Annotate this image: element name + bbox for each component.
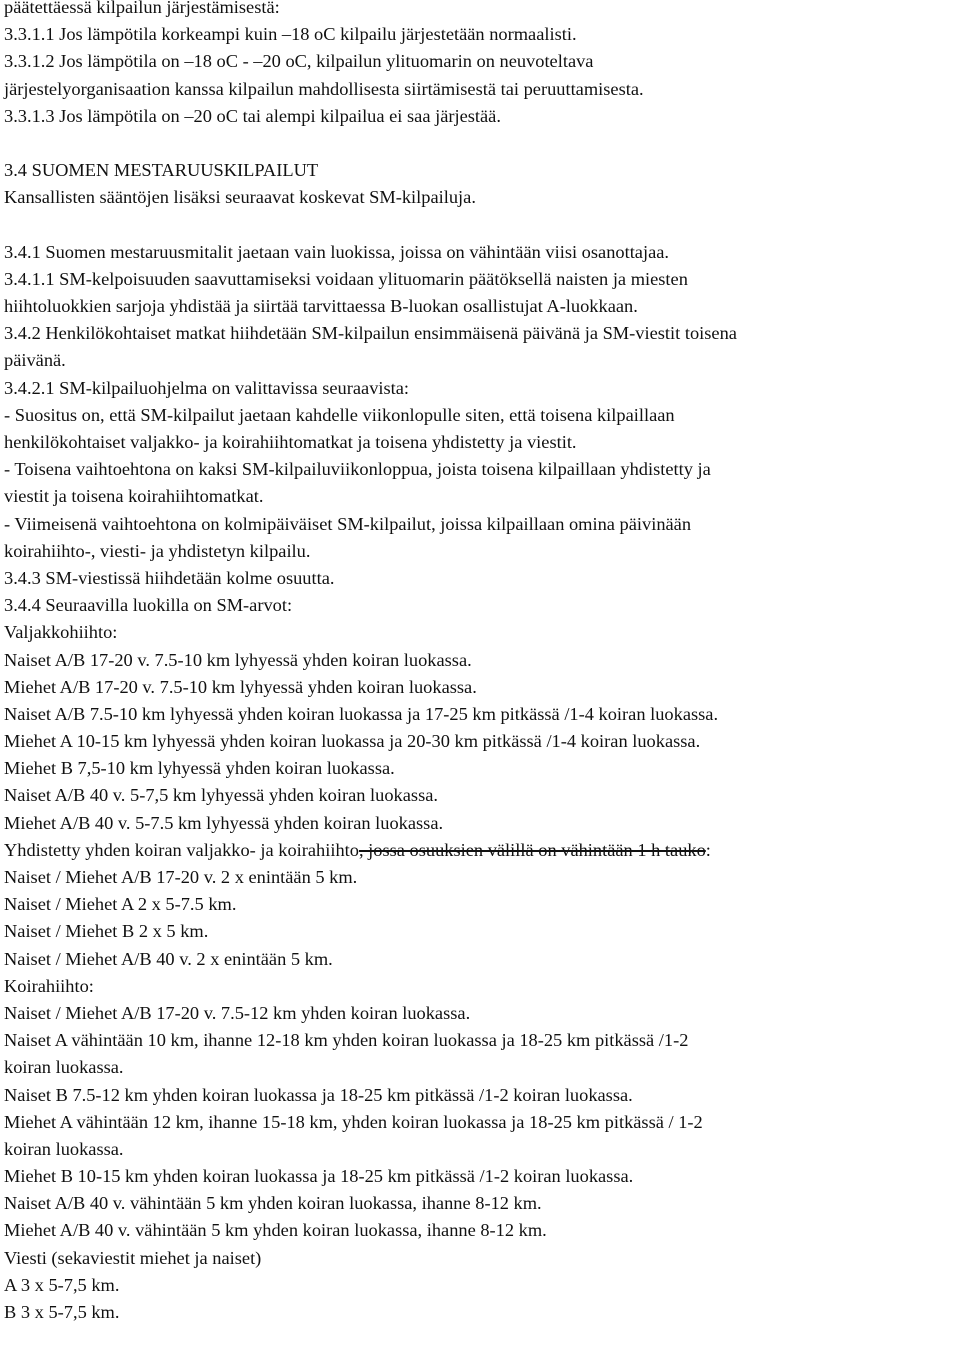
- spacer: [4, 130, 956, 157]
- list-item: Miehet A/B 17-20 v. 7.5-10 km lyhyessä yhden koiran luokassa.: [4, 676, 477, 697]
- paragraph-intro-line: päätettäessä kilpailun järjestämisestä:: [4, 0, 280, 17]
- list-item: B 3 x 5-7,5 km.: [4, 1302, 120, 1322]
- rule-3-3-1-3: 3.3.1.3 Jos lämpötila on –20 oC tai alempi kilpailua ei saa järjestää.: [4, 105, 501, 126]
- section-intro: Kansallisten sääntöjen lisäksi seuraavat koskevat SM-kilpailuja.: [4, 187, 476, 208]
- struck-through-text: , jossa osuuksien välillä on vähintään 1 h tauko: [358, 839, 706, 860]
- rule-3-4-2-cont: päivänä.: [4, 350, 66, 371]
- list-item: Miehet A/B 40 v. 5-7.5 km lyhyessä yhden koiran luokassa.: [4, 812, 444, 833]
- list-item-cont: koiran luokassa.: [4, 1138, 124, 1159]
- document-page: [4, 0, 956, 1326]
- rule-3-3-1-2: 3.3.1.2 Jos lämpötila on –18 oC - –20 oC, kilpailun ylituomarin on neuvoteltava: [4, 51, 594, 72]
- list-item: Naiset / Miehet B 2 x 5 km.: [4, 921, 209, 942]
- list-item: A 3 x 5-7,5 km.: [4, 1274, 120, 1295]
- list-item: Naiset A/B 7.5-10 km lyhyessä yhden koiran luokassa ja 17-25 km pitkässä /1-4 koiran luokassa.: [4, 703, 719, 724]
- list-item: Miehet B 10-15 km yhden koiran luokassa ja 18-25 km pitkässä /1-2 koiran luokassa.: [4, 1166, 634, 1187]
- option-2-cont: viestit ja toisena koirahiihtomatkat.: [4, 486, 264, 507]
- list-item: Miehet B 7,5-10 km lyhyessä yhden koiran luokassa.: [4, 758, 395, 779]
- rule-3-3-1-2-cont: järjestelyorganisaation kanssa kilpailun mahdollisesta siirtämisestä tai peruuttamisesta.: [4, 78, 644, 99]
- list-item: Naiset A/B 40 v. vähintään 5 km yhden koiran luokassa, ihanne 8-12 km.: [4, 1193, 542, 1214]
- list-item: Naiset A/B 17-20 v. 7.5-10 km lyhyessä yhden koiran luokassa.: [4, 649, 472, 670]
- list-item: Naiset / Miehet A/B 17-20 v. 2 x enintään 5 km.: [4, 867, 358, 887]
- list-item: Miehet A/B 40 v. vähintään 5 km yhden koiran luokassa, ihanne 8-12 km.: [4, 1220, 547, 1241]
- option-1: - Suositus on, että SM-kilpailut jaetaan kahdelle viikonlopulle siten, että toisena kilpaillaan: [4, 404, 675, 425]
- option-2: - Toisena vaihtoehtona on kaksi SM-kilpailuviikonloppua, joista toisena kilpaillaan yhdistetty ja: [4, 459, 711, 480]
- rule-3-4-1-1: 3.4.1.1 SM-kelpoisuuden saavuttamiseksi voidaan ylituomarin päätöksellä naisten ja miesten: [4, 268, 688, 289]
- rule-3-4-1-1-cont: hiihtoluokkien sarjoja yhdistää ja siirtää tarvittaessa B-luokan osallistujat A-luokkaan.: [4, 296, 638, 317]
- list-item-cont: koiran luokassa.: [4, 1057, 124, 1078]
- list-item: Naiset B 7.5-12 km yhden koiran luokassa ja 18-25 km pitkässä /1-2 koiran luokassa.: [4, 1084, 633, 1105]
- category-heading-yhdistetty: [4, 837, 956, 864]
- option-3: - Viimeisenä vaihtoehtona on kolmipäiväiset SM-kilpailut, joissa kilpaillaan omina päivinään: [4, 513, 692, 534]
- list-item: Naiset / Miehet A 2 x 5-7.5 km.: [4, 894, 237, 915]
- rule-3-4-3: 3.4.3 SM-viestissä hiihdetään kolme osuutta.: [4, 567, 335, 588]
- spacer: [4, 212, 956, 239]
- category-heading-viesti: Viesti (sekaviestit miehet ja naiset): [4, 1247, 262, 1268]
- list-item: Naiset A/B 40 v. 5-7,5 km lyhyessä yhden koiran luokassa.: [4, 785, 438, 806]
- option-3-cont: koirahiihto-, viesti- ja yhdistetyn kilpailu.: [4, 540, 311, 561]
- category-heading-koirahiihto: Koirahiihto:: [4, 975, 94, 996]
- rule-3-4-4: 3.4.4 Seuraavilla luokilla on SM-arvot:: [4, 595, 293, 616]
- heading-colon: :: [705, 839, 711, 860]
- rule-3-4-2-1: 3.4.2.1 SM-kilpailuohjelma on valittavissa seuraavista:: [4, 377, 410, 398]
- category-heading-valjakkohiihto: Valjakkohiihto:: [4, 622, 118, 643]
- rule-3-3-1-1: 3.3.1.1 Jos lämpötila korkeampi kuin –18 oC kilpailu järjestetään normaalisti.: [4, 24, 577, 45]
- section-heading-3-4: 3.4 SUOMEN MESTARUUSKILPAILUT: [4, 160, 319, 181]
- list-item: Naiset A vähintään 10 km, ihanne 12-18 km yhden koiran luokassa ja 18-25 km pitkässä /1-2: [4, 1030, 689, 1051]
- rule-3-4-1: 3.4.1 Suomen mestaruusmitalit jaetaan vain luokissa, joissa on vähintään viisi osanottajaa.: [4, 241, 669, 262]
- list-item: Naiset / Miehet A/B 40 v. 2 x enintään 5 km.: [4, 948, 333, 969]
- list-item: Miehet A 10-15 km lyhyessä yhden koiran luokassa ja 20-30 km pitkässä /1-4 koiran luokassa.: [4, 731, 701, 752]
- rule-3-4-2: 3.4.2 Henkilökohtaiset matkat hiihdetään SM-kilpailun ensimmäisenä päivänä ja SM-viestit toisena: [4, 323, 737, 344]
- list-item: Naiset / Miehet A/B 17-20 v. 7.5-12 km yhden koiran luokassa.: [4, 1002, 471, 1023]
- option-1-cont: henkilökohtaiset valjakko- ja koirahiihtomatkat ja toisena yhdistetty ja viestit.: [4, 432, 577, 452]
- heading-text: Yhdistetty yhden koiran valjakko- ja koirahiihto: [4, 839, 359, 860]
- list-item: Miehet A vähintään 12 km, ihanne 15-18 km, yhden koiran luokassa ja 18-25 km pitkässä / 1-2: [4, 1111, 703, 1132]
